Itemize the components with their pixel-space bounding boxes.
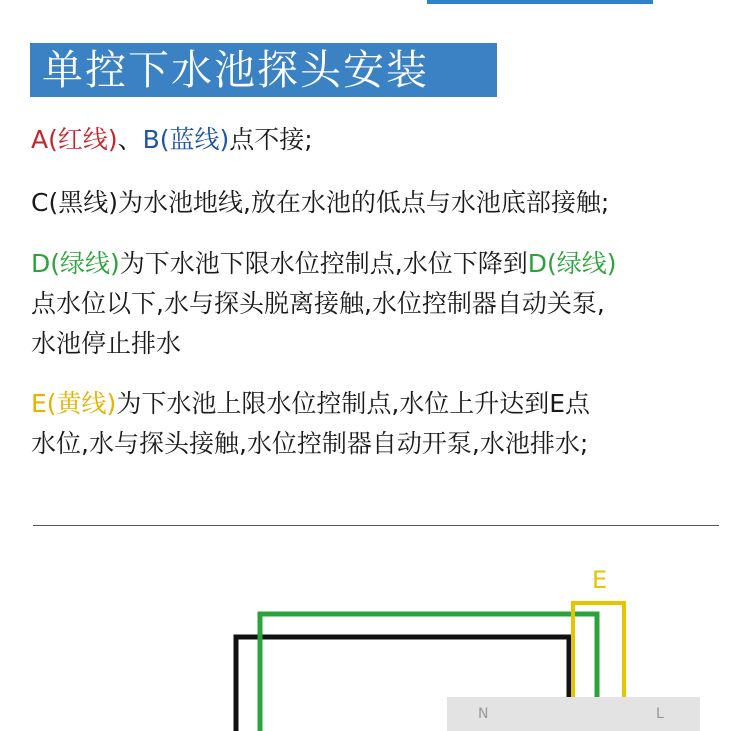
paragraph-e-wire <box>31 384 731 464</box>
d-line-2: 点水位以下,水与探头脱离接触,水位控制器自动关泵, <box>31 289 605 318</box>
paragraph-c-wire <box>31 183 731 223</box>
wire-ab-note: 点不接; <box>229 125 313 154</box>
d-line-1 <box>31 244 731 284</box>
probe-e-label: E <box>592 566 608 594</box>
wire-b-label: B(蓝线) <box>142 125 230 154</box>
section-divider <box>33 525 719 526</box>
e-line-1 <box>31 384 731 424</box>
terminal-n-label: N <box>478 706 489 722</box>
d-line-3: 水池停止排水 <box>31 329 182 358</box>
wire-d-description: 为下水池下限水位控制点,水位下降到 <box>119 249 528 278</box>
section-title <box>30 43 497 97</box>
terminal-l-label: L <box>656 706 664 722</box>
wire-d-label: D(绿线) <box>31 249 120 278</box>
wire-a-label: A(红线) <box>31 125 118 154</box>
separator: 、 <box>117 125 143 154</box>
section-title-text: 单控下水池探头安装 <box>42 46 429 94</box>
top-accent-bar <box>427 0 653 4</box>
wire-c-description: C(黑线)为水池地线,放在水池的低点与水池底部接触; <box>31 188 610 217</box>
wire-e-description: 为下水池上限水位控制点,水位上升达到E点 <box>116 389 591 418</box>
paragraph-d-wire <box>31 244 731 364</box>
e-line-2: 水位,水与探头接触,水位控制器自动开泵,水池排水; <box>31 429 589 458</box>
wire-d-label-repeat: D(绿线) <box>527 249 617 278</box>
paragraph-ab-wires <box>31 120 731 160</box>
wire-e-label: E(黄线) <box>31 389 117 418</box>
